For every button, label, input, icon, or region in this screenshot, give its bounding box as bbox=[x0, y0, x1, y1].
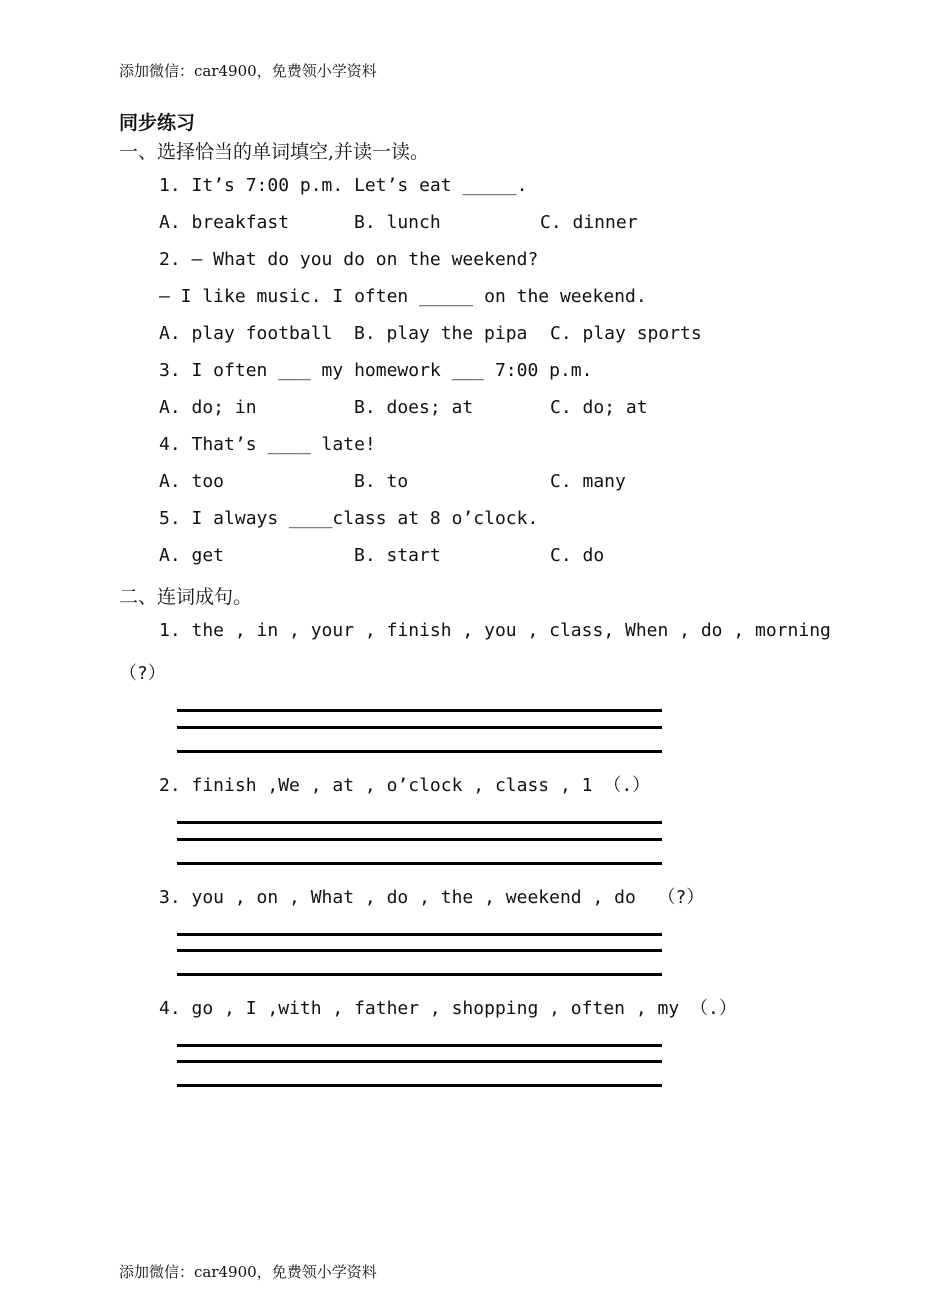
page-title: 同步练习 bbox=[119, 112, 196, 134]
answer-line bbox=[177, 726, 662, 729]
page-footer: 添加微信：car4900，免费领小学资料 bbox=[119, 1263, 377, 1281]
answer-line bbox=[177, 1084, 662, 1087]
question-2-option-a: A. play football bbox=[159, 323, 333, 344]
question-4-option-b: B. to bbox=[354, 471, 409, 492]
section-2-heading: 二、连词成句。 bbox=[119, 586, 253, 608]
answer-line bbox=[177, 973, 662, 976]
section-1-heading: 一、选择恰当的单词填空,并读一读。 bbox=[119, 141, 430, 163]
question-5-option-b: B. start bbox=[354, 545, 441, 566]
reorder-item-1: 1. the , in , your , finish , you , class, When , do , morning bbox=[159, 620, 831, 641]
question-2-stem: 2. — What do you do on the weekend? bbox=[159, 249, 539, 270]
question-3-option-b: B. does; at bbox=[354, 397, 474, 418]
question-1-stem: 1. It’s 7:00 p.m. Let’s eat _____. bbox=[159, 175, 528, 196]
reorder-item-1-cont: （?） bbox=[119, 663, 166, 684]
page-header: 添加微信：car4900，免费领小学资料 bbox=[119, 62, 377, 80]
question-3-option-c: C. do; at bbox=[550, 397, 648, 418]
answer-line bbox=[177, 750, 662, 753]
answer-line bbox=[177, 1060, 662, 1063]
answer-line bbox=[177, 949, 662, 952]
question-4-option-a: A. too bbox=[159, 471, 225, 492]
question-5-option-c: C. do bbox=[550, 545, 605, 566]
question-3-stem: 3. I often ___ my homework ___ 7:00 p.m. bbox=[159, 360, 593, 381]
question-1-option-a: A. breakfast bbox=[159, 212, 290, 233]
question-4-stem: 4. That’s ____ late! bbox=[159, 434, 376, 455]
answer-line bbox=[177, 1044, 662, 1047]
question-2-option-c: C. play sports bbox=[550, 323, 702, 344]
question-5-stem: 5. I always ____class at 8 o’clock. bbox=[159, 508, 539, 529]
question-3-option-a: A. do; in bbox=[159, 397, 257, 418]
question-1-option-b: B. lunch bbox=[354, 212, 441, 233]
answer-line bbox=[177, 821, 662, 824]
reorder-item-4: 4. go , I ,with , father , shopping , often , my （.） bbox=[159, 998, 737, 1019]
answer-line bbox=[177, 709, 662, 712]
question-2-option-b: B. play the pipa bbox=[354, 323, 528, 344]
question-5-option-a: A. get bbox=[159, 545, 225, 566]
reorder-item-2: 2. finish ,We , at , o’clock , class , 1 （.） bbox=[159, 775, 651, 796]
question-4-option-c: C. many bbox=[550, 471, 626, 492]
answer-line bbox=[177, 862, 662, 865]
answer-line bbox=[177, 838, 662, 841]
reorder-item-3: 3. you , on , What , do , the , weekend , do （?） bbox=[159, 887, 705, 908]
answer-line bbox=[177, 933, 662, 936]
question-1-option-c: C. dinner bbox=[540, 212, 638, 233]
question-2-stem-line2: — I like music. I often _____ on the weekend. bbox=[159, 286, 647, 307]
